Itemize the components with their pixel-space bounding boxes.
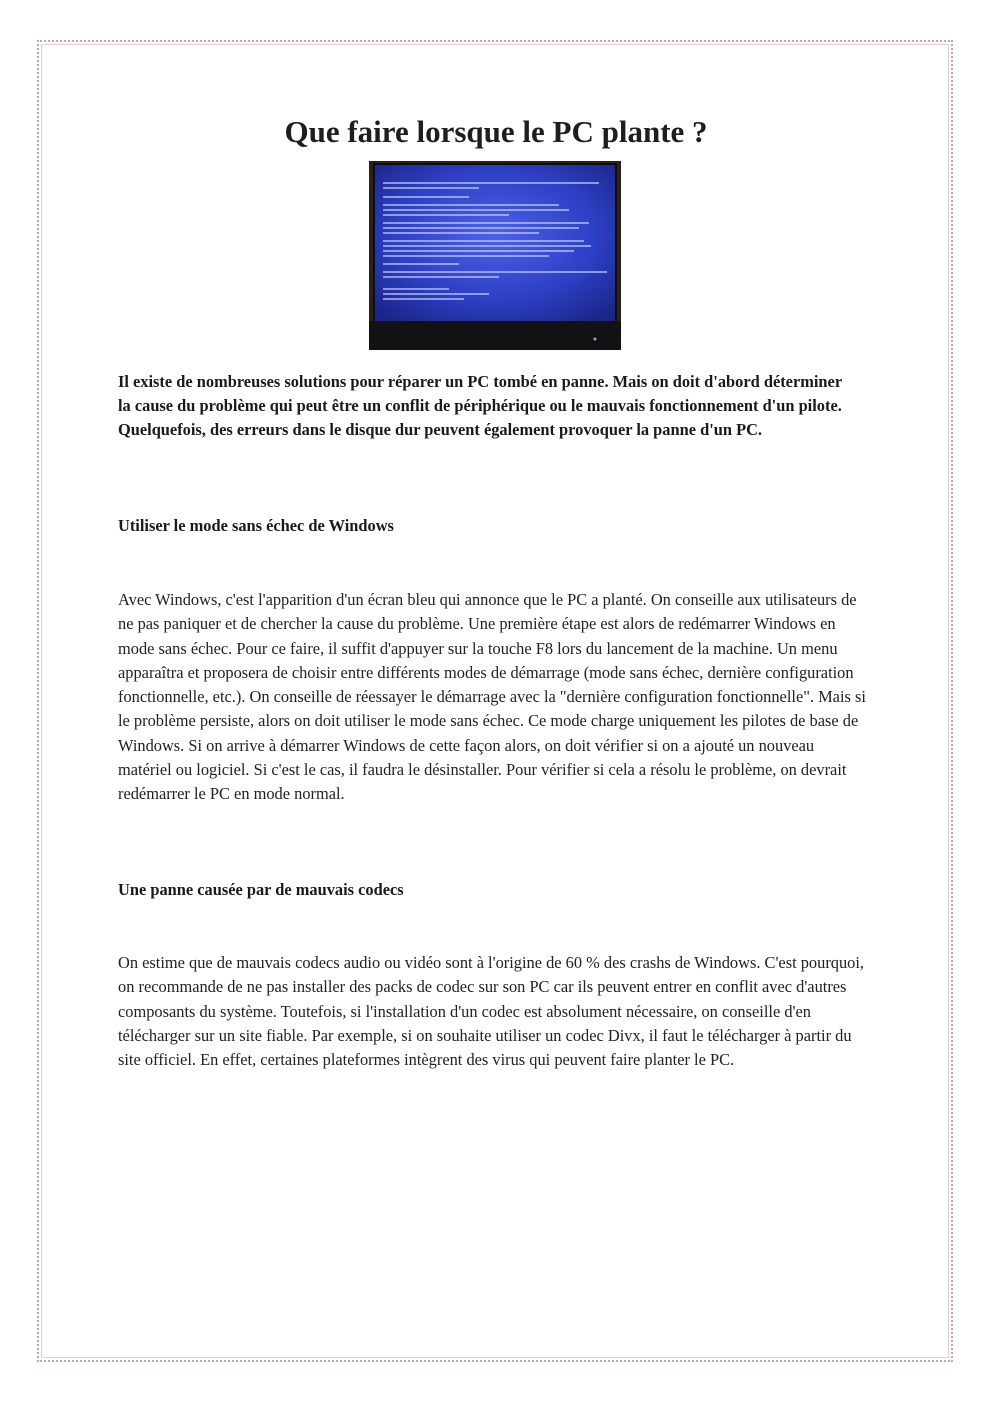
page-title: Que faire lorsque le PC plante ? [284, 114, 708, 149]
section-text-safe-mode: Avec Windows, c'est l'apparition d'un écran bleu qui annonce que le PC a planté. On conseille aux utilisateurs de ne pas paniquer et de chercher la cause du problème. Une première étape est alors de redémarrer Windows en mode sans échec. Pour ce faire, il suffit d'appuyer sur la touche F8 lors du lancement de la machine. Un menu apparaîtra et proposera de choisir entre différents modes de démarrage (mode sans échec, dernière configuration fonctionnelle, etc.). On conseille de réessayer le démarrage avec la "dernière configuration fonctionnelle". Mais si le problème persiste, alors on doit utiliser le mode sans échec. Ce mode charge uniquement les pilotes de base de Windows. Si on arrive à démarrer Windows de cette façon alors, on doit vérifier si on a ajouté un nouveau matériel ou logiciel. Si c'est le cas, il faudra le désinstaller. Pour vérifier si cela a résolu le problème, on devrait redémarrer le PC en mode normal. [118, 590, 866, 804]
blue-screen-photo [369, 161, 621, 350]
section-text-codecs: On estime que de mauvais codecs audio ou vidéo sont à l'origine de 60 % des crashs de Windows. C'est pourquoi, on recommande de ne pas installer des packs de codec sur son PC car ils peuvent entrer en conflit avec d'autres composants du système. Toutefois, si l'installation d'un codec est absolument nécessaire, on conseille d'en télécharger sur un site fiable. Par exemple, si on souhaite utiliser un codec Divx, il faut le télécharger à partir du site officiel. En effet, certaines plateformes intègrent des virus qui peuvent faire planter le PC. [118, 953, 865, 1070]
intro-paragraph: Il existe de nombreuses solutions pour réparer un PC tombé en panne. Mais on doit d'abord déterminer la cause du problème qui peut être un conflit de périphérique ou le mauvais fonctionnement d'un pilote. Quelquefois, des erreurs dans le disque dur peuvent également provoquer la panne d'un PC. [118, 372, 842, 439]
section-heading-safe-mode: Utiliser le mode sans échec de Windows [118, 516, 394, 535]
section-heading-codecs: Une panne causée par de mauvais codecs [118, 880, 404, 899]
